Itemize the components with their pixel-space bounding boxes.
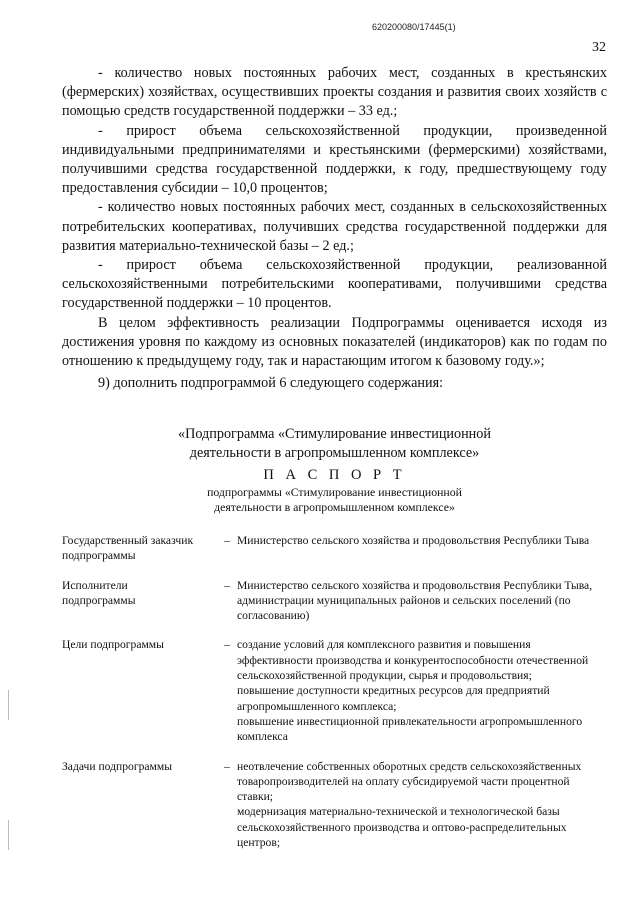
row-value-text: создание условий для комплексного развития и повышения эффективности производства и конкурентоспособности отечественной сельскохозяйственной продукции, сырья и продовольствия; xyxy=(237,638,589,683)
passport-subtitle-line: подпрограммы «Стимулирование инвестиционной xyxy=(207,485,462,499)
row-value xyxy=(237,533,607,564)
subprogram-title-line: деятельности в агропромышленном комплексе» xyxy=(189,445,480,462)
row-dash: – xyxy=(224,578,230,592)
row-label xyxy=(62,759,217,851)
passport-table xyxy=(62,533,612,850)
row-label xyxy=(62,637,217,744)
row-label xyxy=(62,578,217,624)
row-value xyxy=(237,759,607,851)
passport-row xyxy=(62,759,612,851)
paragraph: 9) дополнить подпрограммой 6 следующего содержания: xyxy=(98,375,444,392)
passport-subtitle xyxy=(62,485,607,515)
paragraph: - прирост объема сельскохозяйственной продукции, реализованной сельскохозяйственными потребительскими кооперативами, получившими средства государственной поддержки – 10 процентов. xyxy=(62,257,607,312)
passport-subtitle-line: деятельности в агропромышленном комплексе» xyxy=(214,500,455,514)
subprogram-title xyxy=(62,425,607,463)
row-dash: – xyxy=(224,759,230,773)
paragraph: - количество новых постоянных рабочих мест, созданных в сельскохозяйственных потребительских кооперативах, получивших средства государственной поддержки для развития материально-технической базы – 2 ед.; xyxy=(62,199,607,254)
paragraph: - количество новых постоянных рабочих мест, созданных в крестьянских (фермерских) хозяйствах, осуществивших проекты создания и развития своих хозяйств с помощью средств государственной поддержки – 33 ед.; xyxy=(62,65,607,120)
row-dash: – xyxy=(224,534,230,547)
row-label-line: подпрограммы xyxy=(62,549,136,563)
passport-heading: П А С П О Р Т xyxy=(263,467,406,483)
row-value-text: повышение инвестиционной привлекательности агропромышленного комплекса xyxy=(237,714,583,744)
page-number: 32 xyxy=(592,40,606,55)
paragraph: В целом эффективность реализации Подпрограммы оценивается исходя из достижения уровня по каждому из основных показателей (индикаторов) как по годам по отношению к предыдущему году, так и нарастающим итогом к базовому году.»; xyxy=(62,314,607,370)
row-value-text: неотвлечение собственных оборотных средств сельскохозяйственных товаропроизводителей на оплату субсидируемой части процентной ставки; xyxy=(237,759,582,804)
row-label-line: Цели подпрограммы xyxy=(62,638,164,652)
paragraph: - прирост объема сельскохозяйственной продукции, произведенной индивидуальными предпринимателями и крестьянскими (фермерскими) хозяйствами, получившими средства государственной поддержки, к году, предшествующему году предоставления субсидии – 10,0 процентов; xyxy=(62,122,607,197)
row-dash: – xyxy=(224,638,230,652)
row-value xyxy=(237,578,607,624)
row-value-text: повышение доступности кредитных ресурсов для предприятий агропромышленного комплекса; xyxy=(237,684,550,713)
scan-margin-mark xyxy=(8,690,9,720)
row-label xyxy=(62,533,217,564)
row-value-text: Министерство сельского хозяйства и продовольствия Республики Тыва xyxy=(237,534,590,547)
passport-row xyxy=(62,578,612,624)
row-label-line: Задачи подпрограммы xyxy=(62,759,172,773)
passport-row xyxy=(62,533,612,564)
scan-margin-mark xyxy=(8,820,9,850)
passport-row xyxy=(62,637,612,744)
row-value xyxy=(237,637,607,744)
row-value-text: модернизация материально-технической и технологической базы сельскохозяйственного производства и оптово-распределительных центров; xyxy=(237,805,567,850)
subprogram-title-line: «Подпрограмма «Стимулирование инвестиционной xyxy=(178,426,491,442)
body-text xyxy=(62,64,607,393)
document-code: 620200080/17445(1) xyxy=(372,22,456,32)
row-label-line: подпрограммы xyxy=(62,593,136,607)
row-value-text: Министерство сельского хозяйства и продовольствия Республики Тыва, администрации муниципальных районов и сельских поселений (по согласованию) xyxy=(237,578,593,623)
row-label-line: Исполнители xyxy=(62,578,128,592)
row-label-line: Государственный заказчик xyxy=(62,534,194,547)
